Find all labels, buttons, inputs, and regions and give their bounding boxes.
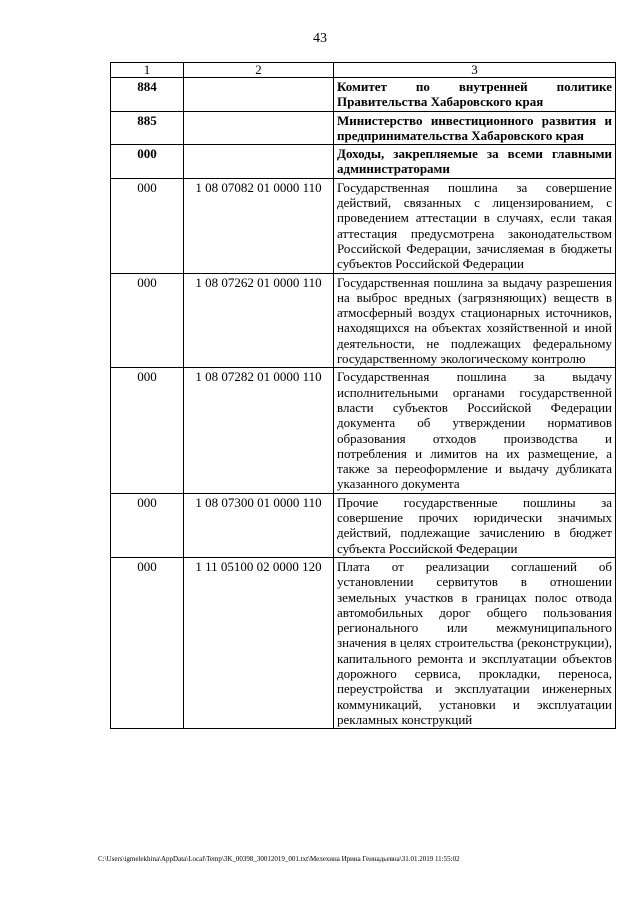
income-code-cell: [184, 145, 334, 179]
table-row: [111, 78, 616, 112]
income-name-cell: Министерство инвестиционного развития и предпринимательства Хабаровского края: [334, 111, 616, 145]
header-col-3: 3: [334, 63, 616, 78]
income-name-cell: Прочие государственные пошлины за совершение прочих юридически значимых действий, подлежащие зачислению в бюджет субъекта Российской Федерации: [334, 493, 616, 557]
table-header-row: [111, 63, 616, 78]
income-code-cell: 1 08 07082 01 0000 110: [184, 178, 334, 273]
income-name-cell: Доходы, закрепляемые за всеми главными администраторами: [334, 145, 616, 179]
income-name-cell: Плата от реализации соглашений об установлении сервитутов в отношении земельных участков в границах полос отвода автомобильных дорог общего пользования регионального или межмуниципального значения в целях строительства (реконструкции), капитального ремонта и эксплуатации объектов дорожного сервиса, прокладки, переноса, переустройства и эксплуатации инженерных коммуникаций, установки и эксплуатации рекламных конструкций: [334, 557, 616, 728]
table-row: [111, 493, 616, 557]
income-code-cell: [184, 78, 334, 112]
table-body: [111, 63, 616, 729]
income-code-cell: 1 08 07262 01 0000 110: [184, 273, 334, 368]
table-row: [111, 145, 616, 179]
income-code-cell: [184, 111, 334, 145]
page-number: 43: [313, 31, 327, 46]
footer-file-path: C:\Users\igmelekhina\AppData\Local\Temp\3K_00398_30012019_001.txt\Мелехина Ирина Геннадьевна\31.01.2019 11:55:02: [98, 855, 460, 863]
table-row: [111, 368, 616, 493]
table-row: [111, 111, 616, 145]
table-row: [111, 178, 616, 273]
admin-code-cell: 884: [111, 78, 184, 112]
admin-code-cell: 000: [111, 368, 184, 493]
income-code-cell: 1 11 05100 02 0000 120: [184, 557, 334, 728]
admin-code-cell: 000: [111, 273, 184, 368]
income-name-cell: Комитет по внутренней политике Правительства Хабаровского края: [334, 78, 616, 112]
income-name-cell: Государственная пошлина за выдачу разрешения на выброс вредных (загрязняющих) веществ в атмосферный воздух стационарных источников, находящихся на объектах хозяйственной и иной деятельности, не подлежащих федеральному государственному экологическому контролю: [334, 273, 616, 368]
table-row: [111, 273, 616, 368]
income-name-cell: Государственная пошлина за выдачу исполнительными органами государственной власти субъектов Российской Федерации документа об утверждении нормативов образования отходов производства и потребления и лимитов на их размещение, а также за переоформление и выдачу дубликата указанного документа: [334, 368, 616, 493]
admin-code-cell: 000: [111, 145, 184, 179]
admin-code-cell: 000: [111, 178, 184, 273]
table-row: [111, 557, 616, 728]
header-col-2: 2: [184, 63, 334, 78]
income-code-cell: 1 08 07282 01 0000 110: [184, 368, 334, 493]
admin-code-cell: 000: [111, 493, 184, 557]
header-col-1: 1: [111, 63, 184, 78]
income-code-cell: 1 08 07300 01 0000 110: [184, 493, 334, 557]
admin-code-cell: 000: [111, 557, 184, 728]
admin-code-cell: 885: [111, 111, 184, 145]
income-name-cell: Государственная пошлина за совершение действий, связанных с лицензированием, с проведением аттестации в случаях, если такая аттестация предусмотрена законодательством Российской Федерации, зачисляемая в бюджеты субъектов Российской Федерации: [334, 178, 616, 273]
income-admin-table: [110, 62, 616, 729]
